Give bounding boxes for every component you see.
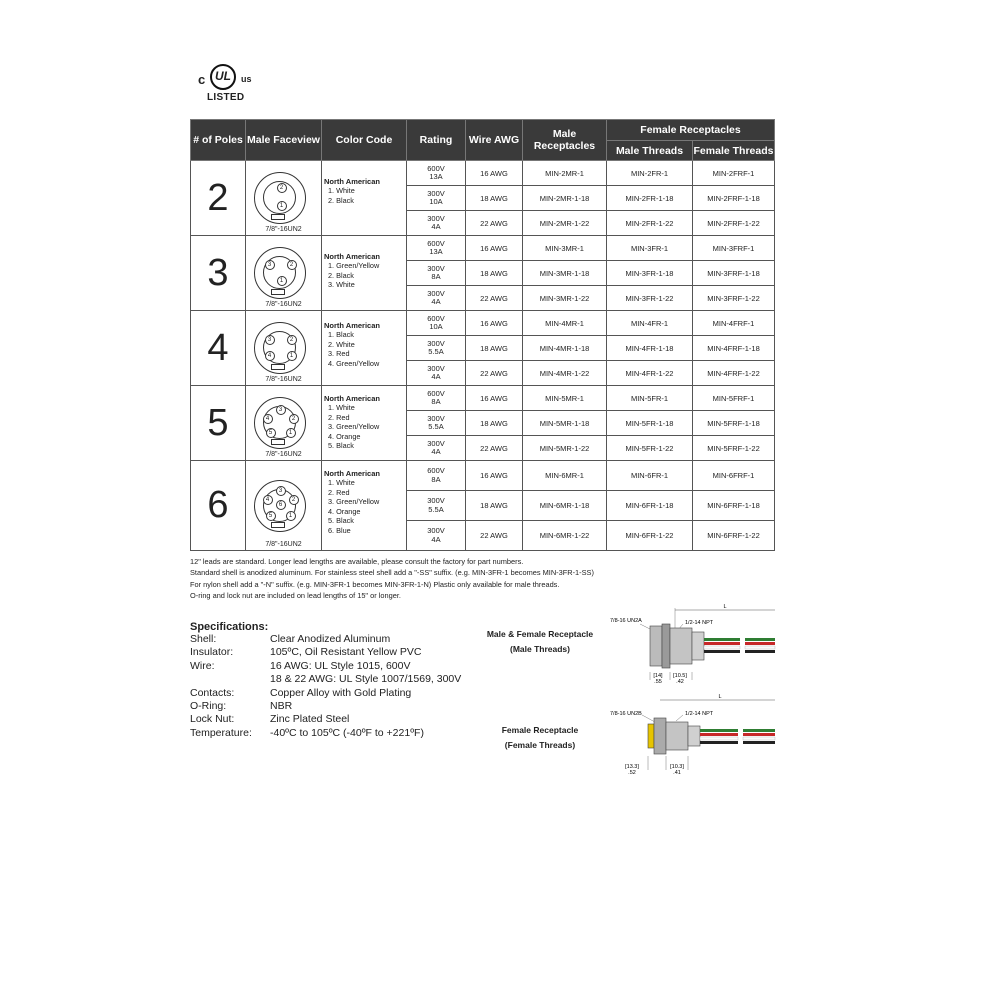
rating-voltage: 600V: [427, 238, 445, 248]
color-code-item: 3. White: [328, 280, 355, 289]
male-receptacle-part-cell: MIN-5MR-1: [523, 386, 607, 411]
wire-awg-cell: 22 AWG: [466, 211, 523, 236]
female-male-threads-part-cell: MIN-5FR-1-18: [607, 411, 693, 436]
faceview-key-icon: [271, 522, 285, 528]
d1-mm-dim: [14]: [653, 673, 663, 679]
d1-mm-dim: [13.3]: [625, 764, 639, 770]
rating-cell: [407, 286, 466, 311]
pin-icon: 3: [276, 405, 286, 415]
wire-awg-cell: 16 AWG: [466, 161, 523, 186]
note-line: For nylon shell add a "-N" suffix. (e.g. MIN-3FR-1 becomes MIN-3FR-1-N) Plastic only available for male threads.: [190, 579, 560, 589]
rating-voltage: 300V: [427, 188, 445, 198]
female-female-threads-part-cell: MIN-4FRF-1-22: [693, 361, 775, 386]
ul-circle-mark: UL: [210, 64, 236, 90]
d2-mm-dim: [10.5]: [673, 673, 687, 679]
rating-amperage: 10A: [429, 322, 443, 331]
rating-amperage: 4A: [431, 372, 441, 381]
connector-faceview-icon: [252, 395, 316, 451]
rating-amperage: 8A: [431, 474, 441, 484]
wire-awg-cell: 22 AWG: [466, 436, 523, 461]
pin-icon: 4: [265, 351, 275, 361]
color-code-item: 2. Black: [328, 270, 354, 280]
faceview-cell: [246, 386, 322, 461]
rating-voltage: 300V: [427, 526, 445, 535]
faceview-key-icon: [271, 439, 285, 445]
spec-row: [190, 727, 490, 740]
pin-icon: 4: [263, 495, 273, 505]
color-code-cell: [322, 386, 407, 461]
rating-amperage: 13A: [429, 247, 443, 256]
female-male-threads-part-cell: MIN-2FR-1: [607, 161, 693, 186]
female-male-threads-part-cell: MIN-6FR-1-22: [607, 521, 693, 551]
male-receptacle-part-cell: MIN-6MR-1: [523, 461, 607, 491]
female-threads-receptacle-label: [490, 723, 590, 753]
rating-voltage: 300V: [427, 496, 445, 505]
rating-voltage: 300V: [427, 413, 445, 423]
spec-value: 16 AWG: UL Style 1015, 600V: [270, 659, 411, 672]
npt-dim: 1/2-14 NPT: [685, 711, 714, 717]
spec-value: 18 & 22 AWG: UL Style 1007/1569, 300V: [270, 673, 462, 686]
header-female-receptacles: Female Receptacles: [607, 120, 775, 141]
spec-key: O-Ring:: [190, 700, 227, 713]
female-female-threads-part-cell: MIN-4FRF-1-18: [693, 336, 775, 361]
pin-icon: 1: [277, 276, 287, 286]
faceview-cell: [246, 161, 322, 236]
color-code-item: 6. Blue: [328, 525, 351, 535]
rating-amperage: 5.5A: [428, 347, 444, 356]
note-line: 12" leads are standard. Longer lead lengths are available, please consult the factory for part numbers.: [190, 557, 524, 566]
ul-listed-text: LISTED: [207, 92, 245, 103]
rating-cell: [407, 236, 466, 261]
header-female-threads: Female Threads: [693, 141, 775, 161]
male-threads-receptacle-label: [475, 627, 605, 657]
rating-amperage: 8A: [431, 272, 441, 281]
color-code-heading: North American: [324, 252, 380, 261]
pin-icon: 1: [277, 201, 287, 211]
specifications-title: Specifications:: [190, 621, 269, 633]
male-receptacle-part-cell: MIN-5MR-1-18: [523, 411, 607, 436]
female-female-threads-part-cell: MIN-3FRF-1-22: [693, 286, 775, 311]
spec-key: Temperature:: [190, 726, 252, 739]
wire-awg-cell: 18 AWG: [466, 336, 523, 361]
color-code-item: 4. Orange: [328, 506, 361, 516]
ul-listed-logo: [198, 62, 260, 108]
faceview-cell: [246, 311, 322, 386]
female-male-threads-part-cell: MIN-2FR-1-18: [607, 186, 693, 211]
female-male-threads-part-cell: MIN-3FR-1: [607, 236, 693, 261]
wire-awg-cell: 16 AWG: [466, 461, 523, 491]
color-code-item: 4. Orange: [328, 431, 361, 441]
color-code-item: 1. White: [328, 478, 355, 487]
rating-cell: [407, 461, 466, 491]
pin-icon: 3: [276, 486, 286, 496]
connector-faceview-icon: [252, 478, 316, 534]
female-male-threads-part-cell: MIN-5FR-1-22: [607, 436, 693, 461]
female-female-threads-part-cell: MIN-6FRF-1: [693, 461, 775, 491]
color-code-heading: North American: [324, 394, 380, 403]
wire-awg-cell: 18 AWG: [466, 411, 523, 436]
table-row: [191, 161, 775, 186]
receptacle-drawings: [600, 600, 780, 780]
spec-key: Insulator:: [190, 646, 234, 659]
faceview-key-icon: [271, 364, 285, 370]
color-code-item: 2. Red: [328, 487, 350, 497]
spec-row: [190, 646, 490, 659]
rating-cell: [407, 386, 466, 411]
female-male-threads-part-cell: MIN-3FR-1-18: [607, 261, 693, 286]
rating-cell: [407, 161, 466, 186]
male-receptacle-part-cell: MIN-6MR-1-18: [523, 491, 607, 521]
pin-icon: 2: [289, 414, 299, 424]
color-code-item: 2. Black: [328, 195, 354, 205]
spec-key: Lock Nut:: [190, 713, 235, 726]
spec-value: -40ºC to 105ºC (-40ºF to +221ºF): [270, 726, 424, 739]
pin-icon: 2: [277, 183, 287, 193]
rating-cell: [407, 491, 466, 521]
receptacle-label-line: Female Receptacle: [501, 725, 579, 735]
spec-row: [190, 700, 490, 713]
color-code-item: 2. Red: [328, 412, 350, 422]
female-female-threads-part-cell: MIN-2FRF-1-22: [693, 211, 775, 236]
color-code-heading: North American: [324, 469, 380, 478]
wire-awg-cell: 18 AWG: [466, 491, 523, 521]
spec-row: [190, 713, 490, 726]
thread-size-label: 7/8"-16UN2: [265, 541, 302, 548]
header-male-receptacles: Male Receptacles: [523, 120, 607, 161]
ul-us-mark: us: [241, 74, 252, 84]
connector-faceview-icon: [252, 170, 316, 226]
d1-in-dim: .52: [628, 770, 636, 776]
female-female-threads-part-cell: MIN-3FRF-1-18: [693, 261, 775, 286]
note-line: O-ring and lock nut are included on lead lengths of 15" or longer.: [190, 590, 401, 600]
poles-cell: 4: [191, 311, 246, 386]
pin-icon: 2: [289, 495, 299, 505]
receptacle-label-line: Male & Female Receptacle: [486, 629, 594, 639]
color-code-item: 5. Black: [328, 516, 354, 525]
pin-icon: 1: [286, 511, 296, 521]
female-female-threads-part-cell: MIN-6FRF-1-22: [693, 521, 775, 551]
receptacle-label-line: (Male Threads): [510, 644, 570, 654]
spec-row: [190, 660, 490, 673]
poles-cell: 2: [191, 161, 246, 236]
rating-amperage: 10A: [429, 197, 443, 206]
wire-awg-cell: 16 AWG: [466, 386, 523, 411]
female-threads-receptacle-drawing: [610, 694, 775, 776]
male-receptacle-part-cell: MIN-4MR-1-18: [523, 336, 607, 361]
spec-value: Zinc Plated Steel: [270, 713, 350, 726]
d2-in-dim: .42: [676, 679, 684, 685]
color-code-cell: [322, 161, 407, 236]
spec-value: 105ºC, Oil Resistant Yellow PVC: [270, 646, 422, 659]
rating-amperage: 5.5A: [428, 422, 444, 431]
rating-voltage: 300V: [427, 263, 445, 273]
male-receptacle-part-cell: MIN-5MR-1-22: [523, 436, 607, 461]
rating-voltage: 300V: [427, 363, 445, 373]
rating-cell: [407, 436, 466, 461]
faceview-cell: [246, 461, 322, 551]
pin-icon: 2: [287, 335, 297, 345]
header-faceview: Male Faceview: [246, 120, 322, 161]
rating-cell: [407, 311, 466, 336]
rating-cell: [407, 186, 466, 211]
rating-amperage: 4A: [431, 447, 441, 456]
thread-dim: 7/8-16 UN2A: [610, 618, 642, 624]
receptacle-label-line: (Female Threads): [504, 740, 576, 750]
spec-row: [190, 673, 490, 686]
rating-cell: [407, 361, 466, 386]
rating-voltage: 600V: [427, 163, 445, 173]
pin-icon: 3: [265, 260, 275, 270]
spec-key: Shell:: [190, 633, 217, 645]
female-female-threads-part-cell: MIN-6FRF-1-18: [693, 491, 775, 521]
wire-awg-cell: 16 AWG: [466, 236, 523, 261]
connector-faceview-icon: [252, 245, 316, 301]
wire-awg-cell: 16 AWG: [466, 311, 523, 336]
female-female-threads-part-cell: MIN-3FRF-1: [693, 236, 775, 261]
color-code-cell: [322, 461, 407, 551]
rating-amperage: 13A: [429, 172, 443, 181]
pin-icon: 1: [287, 351, 297, 361]
spec-row: [190, 687, 490, 700]
notes-block: [190, 556, 790, 601]
d2-mm-dim: [10.3]: [670, 764, 684, 770]
header-color-code: Color Code: [322, 120, 407, 161]
rating-cell: [407, 336, 466, 361]
female-female-threads-part-cell: MIN-5FRF-1-22: [693, 436, 775, 461]
thread-size-label: 7/8"-16UN2: [265, 451, 302, 458]
rating-voltage: 600V: [427, 388, 445, 398]
wire-awg-cell: 22 AWG: [466, 521, 523, 551]
rating-voltage: 300V: [427, 438, 445, 448]
spec-value: NBR: [270, 700, 293, 713]
rating-voltage: 600V: [427, 466, 445, 475]
color-code-item: 1. Green/Yellow: [328, 261, 380, 270]
length-dim: L: [718, 694, 722, 700]
thread-size-label: 7/8"-16UN2: [265, 301, 302, 308]
faceview-key-icon: [271, 214, 285, 220]
thread-size-label: 7/8"-16UN2: [265, 376, 302, 383]
color-code-heading: North American: [324, 321, 380, 330]
header-poles: # of Poles: [191, 120, 246, 161]
rating-cell: [407, 261, 466, 286]
note-line: Standard shell is anodized aluminum. For stainless steel shell add a "-SS" suffix. (e.g. MIN-3FR-1 becomes MIN-3FR-1-SS): [190, 568, 594, 578]
pin-icon: 1: [286, 428, 296, 438]
female-female-threads-part-cell: MIN-2FRF-1-18: [693, 186, 775, 211]
rating-voltage: 300V: [427, 213, 445, 223]
male-receptacle-part-cell: MIN-2MR-1: [523, 161, 607, 186]
color-code-cell: [322, 236, 407, 311]
rating-amperage: 4A: [431, 534, 441, 544]
spec-value: Copper Alloy with Gold Plating: [270, 686, 412, 699]
d1-in-dim: .55: [654, 679, 662, 685]
rating-cell: [407, 411, 466, 436]
color-code-item: 3. Red: [328, 349, 350, 358]
wire-awg-cell: 18 AWG: [466, 261, 523, 286]
poles-cell: 5: [191, 386, 246, 461]
female-male-threads-part-cell: MIN-6FR-1: [607, 461, 693, 491]
length-dim: L: [723, 604, 727, 610]
male-receptacle-part-cell: MIN-3MR-1-18: [523, 261, 607, 286]
male-receptacle-part-cell: MIN-6MR-1-22: [523, 521, 607, 551]
male-receptacle-part-cell: MIN-2MR-1-18: [523, 186, 607, 211]
pin-icon: 4: [263, 414, 273, 424]
female-female-threads-part-cell: MIN-4FRF-1: [693, 311, 775, 336]
spec-key: Wire:: [190, 659, 215, 672]
male-receptacle-part-cell: MIN-3MR-1-22: [523, 286, 607, 311]
color-code-item: 1. Black: [328, 330, 354, 339]
spec-value: Clear Anodized Aluminum: [270, 633, 391, 645]
table-row: [191, 386, 775, 411]
color-code-cell: [322, 311, 407, 386]
male-receptacle-part-cell: MIN-4MR-1: [523, 311, 607, 336]
header-male-threads: Male Threads: [607, 141, 693, 161]
color-code-item: 1. White: [328, 403, 355, 412]
female-male-threads-part-cell: MIN-3FR-1-22: [607, 286, 693, 311]
spec-key: Contacts:: [190, 686, 235, 699]
male-receptacle-part-cell: MIN-4MR-1-22: [523, 361, 607, 386]
pin-icon: 2: [287, 260, 297, 270]
rating-cell: [407, 211, 466, 236]
male-receptacle-part-cell: MIN-2MR-1-22: [523, 211, 607, 236]
ul-c-mark: c: [198, 72, 206, 87]
header-wire-awg: Wire AWG: [466, 120, 523, 161]
female-male-threads-part-cell: MIN-2FR-1-22: [607, 211, 693, 236]
color-code-item: 4. Green/Yellow: [328, 358, 380, 368]
thread-size-label: 7/8"-16UN2: [265, 226, 302, 233]
faceview-cell: [246, 236, 322, 311]
color-code-item: 2. White: [328, 339, 355, 349]
part-number-table: [190, 119, 775, 551]
female-male-threads-part-cell: MIN-6FR-1-18: [607, 491, 693, 521]
pin-icon: 5: [266, 511, 276, 521]
spec-key: [190, 673, 270, 686]
specifications-block: [190, 621, 490, 740]
color-code-heading: North American: [324, 177, 380, 186]
table-row: [191, 311, 775, 336]
female-male-threads-part-cell: MIN-4FR-1: [607, 311, 693, 336]
table-row: [191, 236, 775, 261]
color-code-item: 3. Green/Yellow: [328, 497, 380, 506]
female-male-threads-part-cell: MIN-4FR-1-18: [607, 336, 693, 361]
wire-awg-cell: 22 AWG: [466, 286, 523, 311]
wire-awg-cell: 22 AWG: [466, 361, 523, 386]
color-code-item: 3. Green/Yellow: [328, 422, 380, 431]
color-code-item: 5. Black: [328, 441, 354, 450]
female-male-threads-part-cell: MIN-4FR-1-22: [607, 361, 693, 386]
npt-dim: 1/2-14 NPT: [685, 620, 714, 626]
female-female-threads-part-cell: MIN-2FRF-1: [693, 161, 775, 186]
male-threads-receptacle-drawing: [610, 604, 775, 685]
rating-amperage: 4A: [431, 222, 441, 231]
color-code-item: 1. White: [328, 186, 355, 195]
rating-voltage: 300V: [427, 288, 445, 298]
pin-icon: 3: [265, 335, 275, 345]
connector-faceview-icon: [252, 320, 316, 376]
rating-voltage: 300V: [427, 338, 445, 348]
spec-row: [190, 633, 490, 646]
rating-voltage: 600V: [427, 313, 445, 323]
rating-amperage: 8A: [431, 397, 441, 406]
wire-awg-cell: 18 AWG: [466, 186, 523, 211]
pin-icon: 6: [276, 500, 286, 510]
rating-cell: [407, 521, 466, 551]
d2-in-dim: .41: [673, 770, 681, 776]
poles-cell: 3: [191, 236, 246, 311]
female-female-threads-part-cell: MIN-5FRF-1-18: [693, 411, 775, 436]
rating-amperage: 5.5A: [428, 504, 444, 514]
header-rating: Rating: [407, 120, 466, 161]
rating-amperage: 4A: [431, 297, 441, 306]
poles-cell: 6: [191, 461, 246, 551]
thread-dim: 7/8-16 UN2B: [610, 711, 642, 717]
female-male-threads-part-cell: MIN-5FR-1: [607, 386, 693, 411]
female-female-threads-part-cell: MIN-5FRF-1: [693, 386, 775, 411]
male-receptacle-part-cell: MIN-3MR-1: [523, 236, 607, 261]
faceview-key-icon: [271, 289, 285, 295]
pin-icon: 5: [266, 428, 276, 438]
table-row: [191, 461, 775, 491]
